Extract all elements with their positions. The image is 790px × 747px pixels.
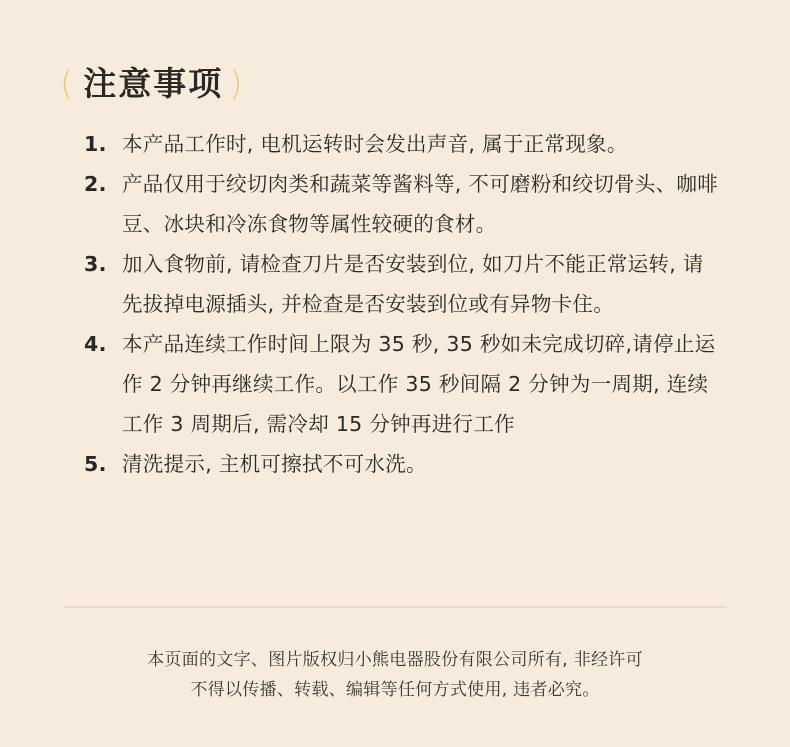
item-number: 5.	[84, 452, 107, 476]
item-number: 3.	[84, 252, 107, 276]
page-title: 注意事项	[83, 64, 224, 103]
item-text: 加入食物前, 请检查刀片是否安装到位, 如刀片不能正常运转, 请先拔掉电源插头, 并检查是否安装到位或有异物卡住。	[122, 252, 704, 316]
list-item	[84, 244, 724, 324]
item-number: 2.	[84, 172, 107, 196]
item-text: 本产品工作时, 电机运转时会发出声音, 属于正常现象。	[122, 132, 628, 156]
title-bracket-right: )	[229, 64, 243, 104]
item-number: 1.	[84, 132, 107, 156]
title-bracket-left: (	[60, 64, 74, 104]
section-header	[60, 60, 243, 108]
copyright-line: 不得以传播、转载、编辑等任何方式使用, 违者必究。	[190, 680, 600, 700]
divider	[64, 606, 726, 608]
notes-list	[84, 124, 724, 484]
copyright-line: 本页面的文字、图片版权归小熊电器股份有限公司所有, 非经许可	[147, 650, 643, 670]
list-item	[84, 164, 724, 244]
list-item	[84, 324, 724, 444]
item-text: 本产品连续工作时间上限为 35 秒, 35 秒如未完成切碎,请停止运作 2 分钟再继续工作。以工作 35 秒间隔 2 分钟为一周期, 连续工作 3 周期后, 需冷却 15 分钟再进行工作	[122, 332, 716, 436]
copyright-notice	[60, 645, 730, 705]
list-item	[84, 444, 724, 484]
item-text: 产品仅用于绞切肉类和蔬菜等酱料等, 不可磨粉和绞切骨头、咖啡豆、冰块和冷冻食物等属性较硬的食材。	[122, 172, 719, 236]
item-number: 4.	[84, 332, 107, 356]
item-text: 清洗提示, 主机可擦拭不可水洗。	[122, 452, 427, 476]
list-item	[84, 124, 724, 164]
